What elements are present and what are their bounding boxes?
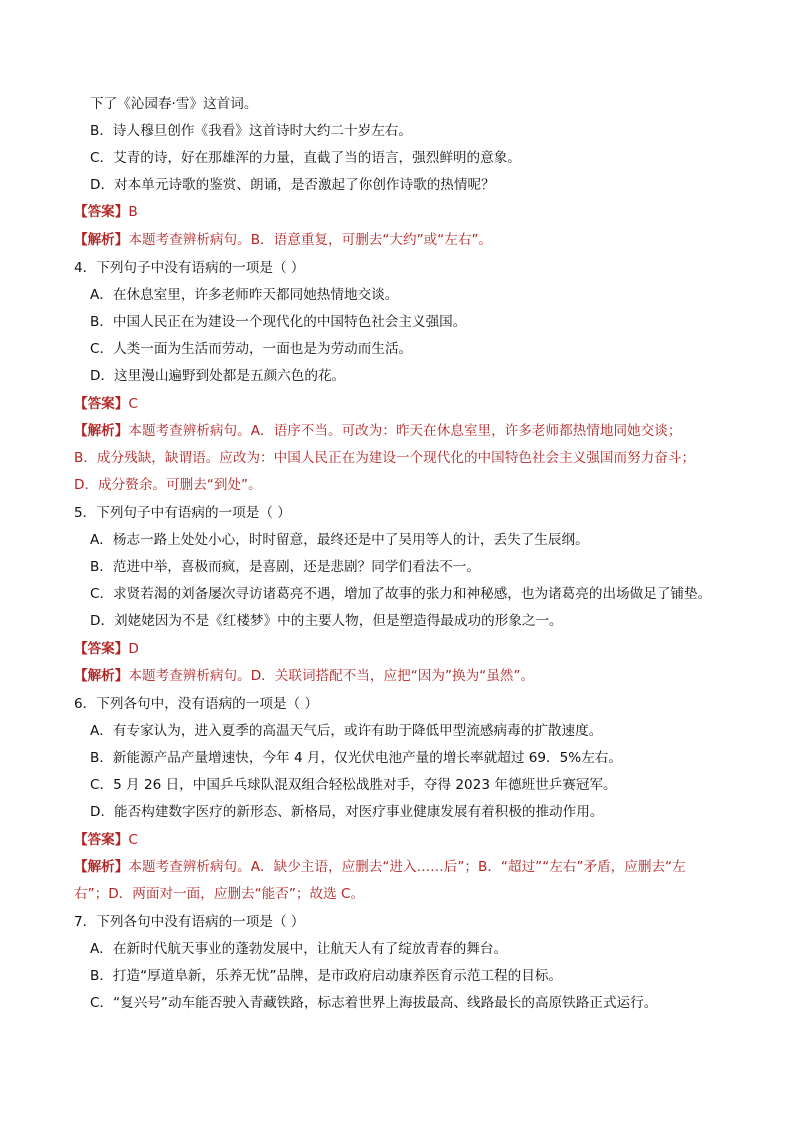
question-stem: 6．下列各句中，没有语病的一项是（ ）	[74, 696, 319, 712]
option-line: D．这里漫山遍野到处都是五颜六色的花。	[90, 368, 346, 384]
answer-tag: 【答案】	[74, 396, 129, 412]
analysis-line: B．成分残缺，缺谓语。应改为：中国人民正在为建设一个现代化的中国特色社会主义强国而努力奋斗；	[74, 450, 696, 466]
answer-line	[74, 639, 139, 659]
option-line: A．在休息室里，许多老师昨天都同她热情地交谈。	[90, 287, 399, 303]
question-stem: 7．下列各句中没有语病的一项是（ ）	[74, 914, 305, 930]
answer-tag: 【答案】	[74, 832, 129, 848]
analysis-line	[74, 230, 492, 250]
option-line: B．诗人穆旦创作《我看》这首诗时大约二十岁左右。	[90, 123, 412, 139]
analysis-tag: 【解析】	[74, 423, 129, 439]
option-line: C．艾青的诗，好在那雄浑的力量，直截了当的语言，强烈鲜明的意象。	[90, 150, 521, 166]
analysis-line: 右”；D．两面对一面，应删去“能否”；故选 C。	[74, 886, 365, 902]
analysis-text: 本题考查辨析病句。B．语意重复，可删去“大约”或“左右”。	[128, 232, 493, 248]
option-line: D．对本单元诗歌的鉴赏、朗诵，是否激起了你创作诗歌的热情呢？	[90, 177, 495, 193]
answer-line	[74, 202, 138, 222]
option-line: D．能否构建数字医疗的新形态、新格局，对医疗事业健康发展有着积极的推动作用。	[90, 804, 604, 820]
analysis-line	[74, 666, 534, 686]
answer-value: C	[128, 396, 138, 412]
option-line: A．有专家认为，进入夏季的高温天气后，或许有助于降低甲型流感病毒的扩散速度。	[90, 723, 603, 739]
question-stem: 5．下列句子中有语病的一项是（ ）	[74, 505, 291, 521]
option-line: B．范进中举，喜极而疯，是喜剧，还是悲剧？同学们看法不一。	[90, 559, 480, 575]
answer-value: B	[128, 204, 138, 220]
answer-line	[74, 394, 138, 414]
analysis-text: 本题考查辨析病句。D．关联词搭配不当，应把“因为”换为“虽然”。	[128, 668, 535, 684]
analysis-line	[74, 421, 681, 441]
answer-tag: 【答案】	[74, 204, 129, 220]
option-line: A．杨志一路上处处小心，时时留意，最终还是中了吴用等人的计，丢失了生辰纲。	[90, 532, 589, 548]
question-stem: 4．下列句子中没有语病的一项是（ ）	[74, 260, 305, 276]
option-line: C．求贤若渴的刘备屡次寻访诸葛亮不遇，增加了故事的张力和神秘感，也为诸葛亮的出场做足了铺垫。	[90, 586, 712, 602]
option-line: D．刘姥姥因为不是《红楼梦》中的主要人物，但是塑造得最成功的形象之一。	[90, 613, 563, 629]
analysis-line: D．成分赘余。可删去“到处”。	[74, 477, 262, 493]
option-line: C．人类一面为生活而劳动，一面也是为劳动而生活。	[90, 341, 413, 357]
text-line: 下了《沁园春·雪》这首词。	[90, 96, 258, 112]
option-line: B．中国人民正在为建设一个现代化的中国特色社会主义强国。	[90, 314, 467, 330]
analysis-text: 本题考查辨析病句。A．缺少主语，应删去“进入……后”；B．“超过”“左右”矛盾，应删去“左	[128, 859, 686, 875]
analysis-line	[74, 857, 686, 877]
answer-value: D	[128, 641, 139, 657]
answer-value: C	[128, 832, 138, 848]
option-line: C．“复兴号”动车能否驶入青藏铁路，标志着世界上海拔最高、线路最长的高原铁路正式运行。	[90, 995, 658, 1011]
option-line: A．在新时代航天事业的蓬勃发展中，让航天人有了绽放青春的舞台。	[90, 941, 508, 957]
answer-tag: 【答案】	[74, 641, 129, 657]
analysis-tag: 【解析】	[74, 232, 129, 248]
answer-line	[74, 830, 138, 850]
analysis-tag: 【解析】	[74, 859, 129, 875]
option-line: C．5 月 26 日，中国乒乓球队混双组合轻松战胜对手，夺得 2023 年德班世乒赛冠军。	[90, 777, 617, 793]
option-line: B．新能源产品产量增速快，今年 4 月，仅光伏电池产量的增长率就超过 69．5%左右。	[90, 750, 622, 766]
analysis-tag: 【解析】	[74, 668, 129, 684]
option-line: B．打造“厚道阜新，乐养无忧”品牌，是市政府启动康养医育示范工程的目标。	[90, 968, 563, 984]
analysis-text: 本题考查辨析病句。A．语序不当。可改为：昨天在休息室里，许多老师都热情地同她交谈；	[128, 423, 682, 439]
